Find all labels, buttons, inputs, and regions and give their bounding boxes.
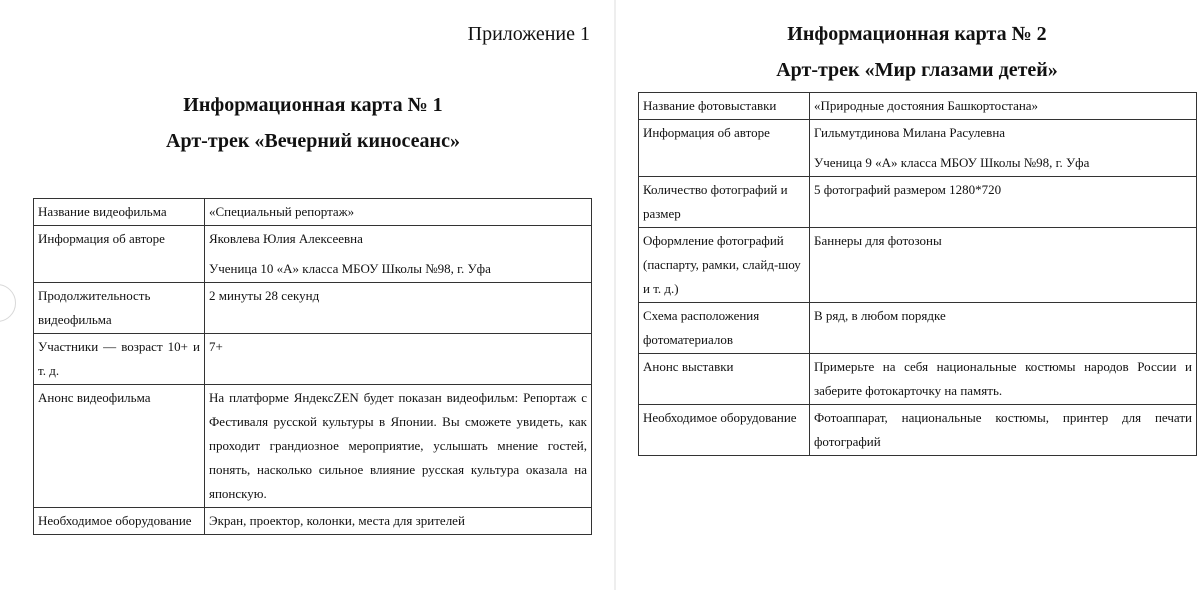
row-value: Примерьте на себя национальные костюмы народов России и заберите фотокарточку на память. — [810, 354, 1197, 405]
table-row — [34, 385, 592, 508]
row-value: «Природные достояния Башкортостана» — [810, 93, 1197, 120]
card2-subtitle: Арт-трек «Мир глазами детей» — [776, 59, 1058, 81]
row-label: Название фотовыставки — [639, 93, 810, 120]
table-row — [639, 228, 1197, 303]
row-value: 5 фотографий размером 1280*720 — [810, 177, 1197, 228]
card2-title: Информационная карта № 2 — [787, 23, 1047, 45]
table-row — [34, 283, 592, 334]
row-label: Схема расположения фотоматериалов — [639, 303, 810, 354]
row-label: Количество фотографий и размер — [639, 177, 810, 228]
row-value: В ряд, в любом порядке — [810, 303, 1197, 354]
row-label: Анонс выставки — [639, 354, 810, 405]
card1-title: Информационная карта № 1 — [183, 94, 443, 116]
table-row — [639, 303, 1197, 354]
table-row — [639, 354, 1197, 405]
table-row — [639, 405, 1197, 456]
author-name: Гильмутдинова Милана Расулевна — [814, 125, 1006, 140]
row-label: Оформление фотографий (паспарту, рамки, слайд-шоу и т. д.) — [639, 228, 810, 303]
table-row — [639, 120, 1197, 177]
row-value: Экран, проектор, колонки, места для зрителей — [205, 508, 592, 535]
row-label: Участники — возраст 10+ и т. д. — [34, 334, 205, 385]
row-label: Информация об авторе — [34, 226, 205, 283]
row-value: На платформе ЯндексZEN будет показан видеофильм: Репортаж с Фестиваля русской культуры в Японии. Вы сможете увидеть, как проходит грандиозное мероприятие, услышать мнение гостей, понять, насколько сильное влияние русская культура оказала на японскую. — [205, 385, 592, 508]
row-label: Необходимое оборудование — [34, 508, 205, 535]
row-value: «Специальный репортаж» — [205, 199, 592, 226]
row-value: Фотоаппарат, национальные костюмы, принтер для печати фотографий — [810, 405, 1197, 456]
appendix-label: Приложение 1 — [467, 23, 590, 45]
card1-subtitle: Арт-трек «Вечерний киносеанс» — [166, 130, 460, 152]
table-row — [34, 226, 592, 283]
row-label: Информация об авторе — [639, 120, 810, 177]
table-row — [34, 334, 592, 385]
table-row — [639, 93, 1197, 120]
author-name: Яковлева Юлия Алексеевна — [209, 231, 363, 246]
row-label: Анонс видеофильма — [34, 385, 205, 508]
author-class: Ученица 10 «А» класса МБОУ Школы №98, г. Уфа — [209, 261, 491, 276]
page-edge-circle — [0, 284, 16, 322]
card2-table — [638, 92, 1197, 456]
card1-table — [33, 198, 592, 535]
row-value: 2 минуты 28 секунд — [205, 283, 592, 334]
table-row — [34, 508, 592, 535]
row-label: Продолжительность видеофильма — [34, 283, 205, 334]
row-value: 7+ — [205, 334, 592, 385]
table-row — [34, 199, 592, 226]
table-row — [639, 177, 1197, 228]
row-value: Баннеры для фотозоны — [810, 228, 1197, 303]
author-class: Ученица 9 «А» класса МБОУ Школы №98, г. Уфа — [814, 155, 1090, 170]
row-label: Необходимое оборудование — [639, 405, 810, 456]
row-label: Название видеофильма — [34, 199, 205, 226]
row-value — [810, 120, 1197, 177]
row-value — [205, 226, 592, 283]
page-right — [616, 0, 1200, 590]
